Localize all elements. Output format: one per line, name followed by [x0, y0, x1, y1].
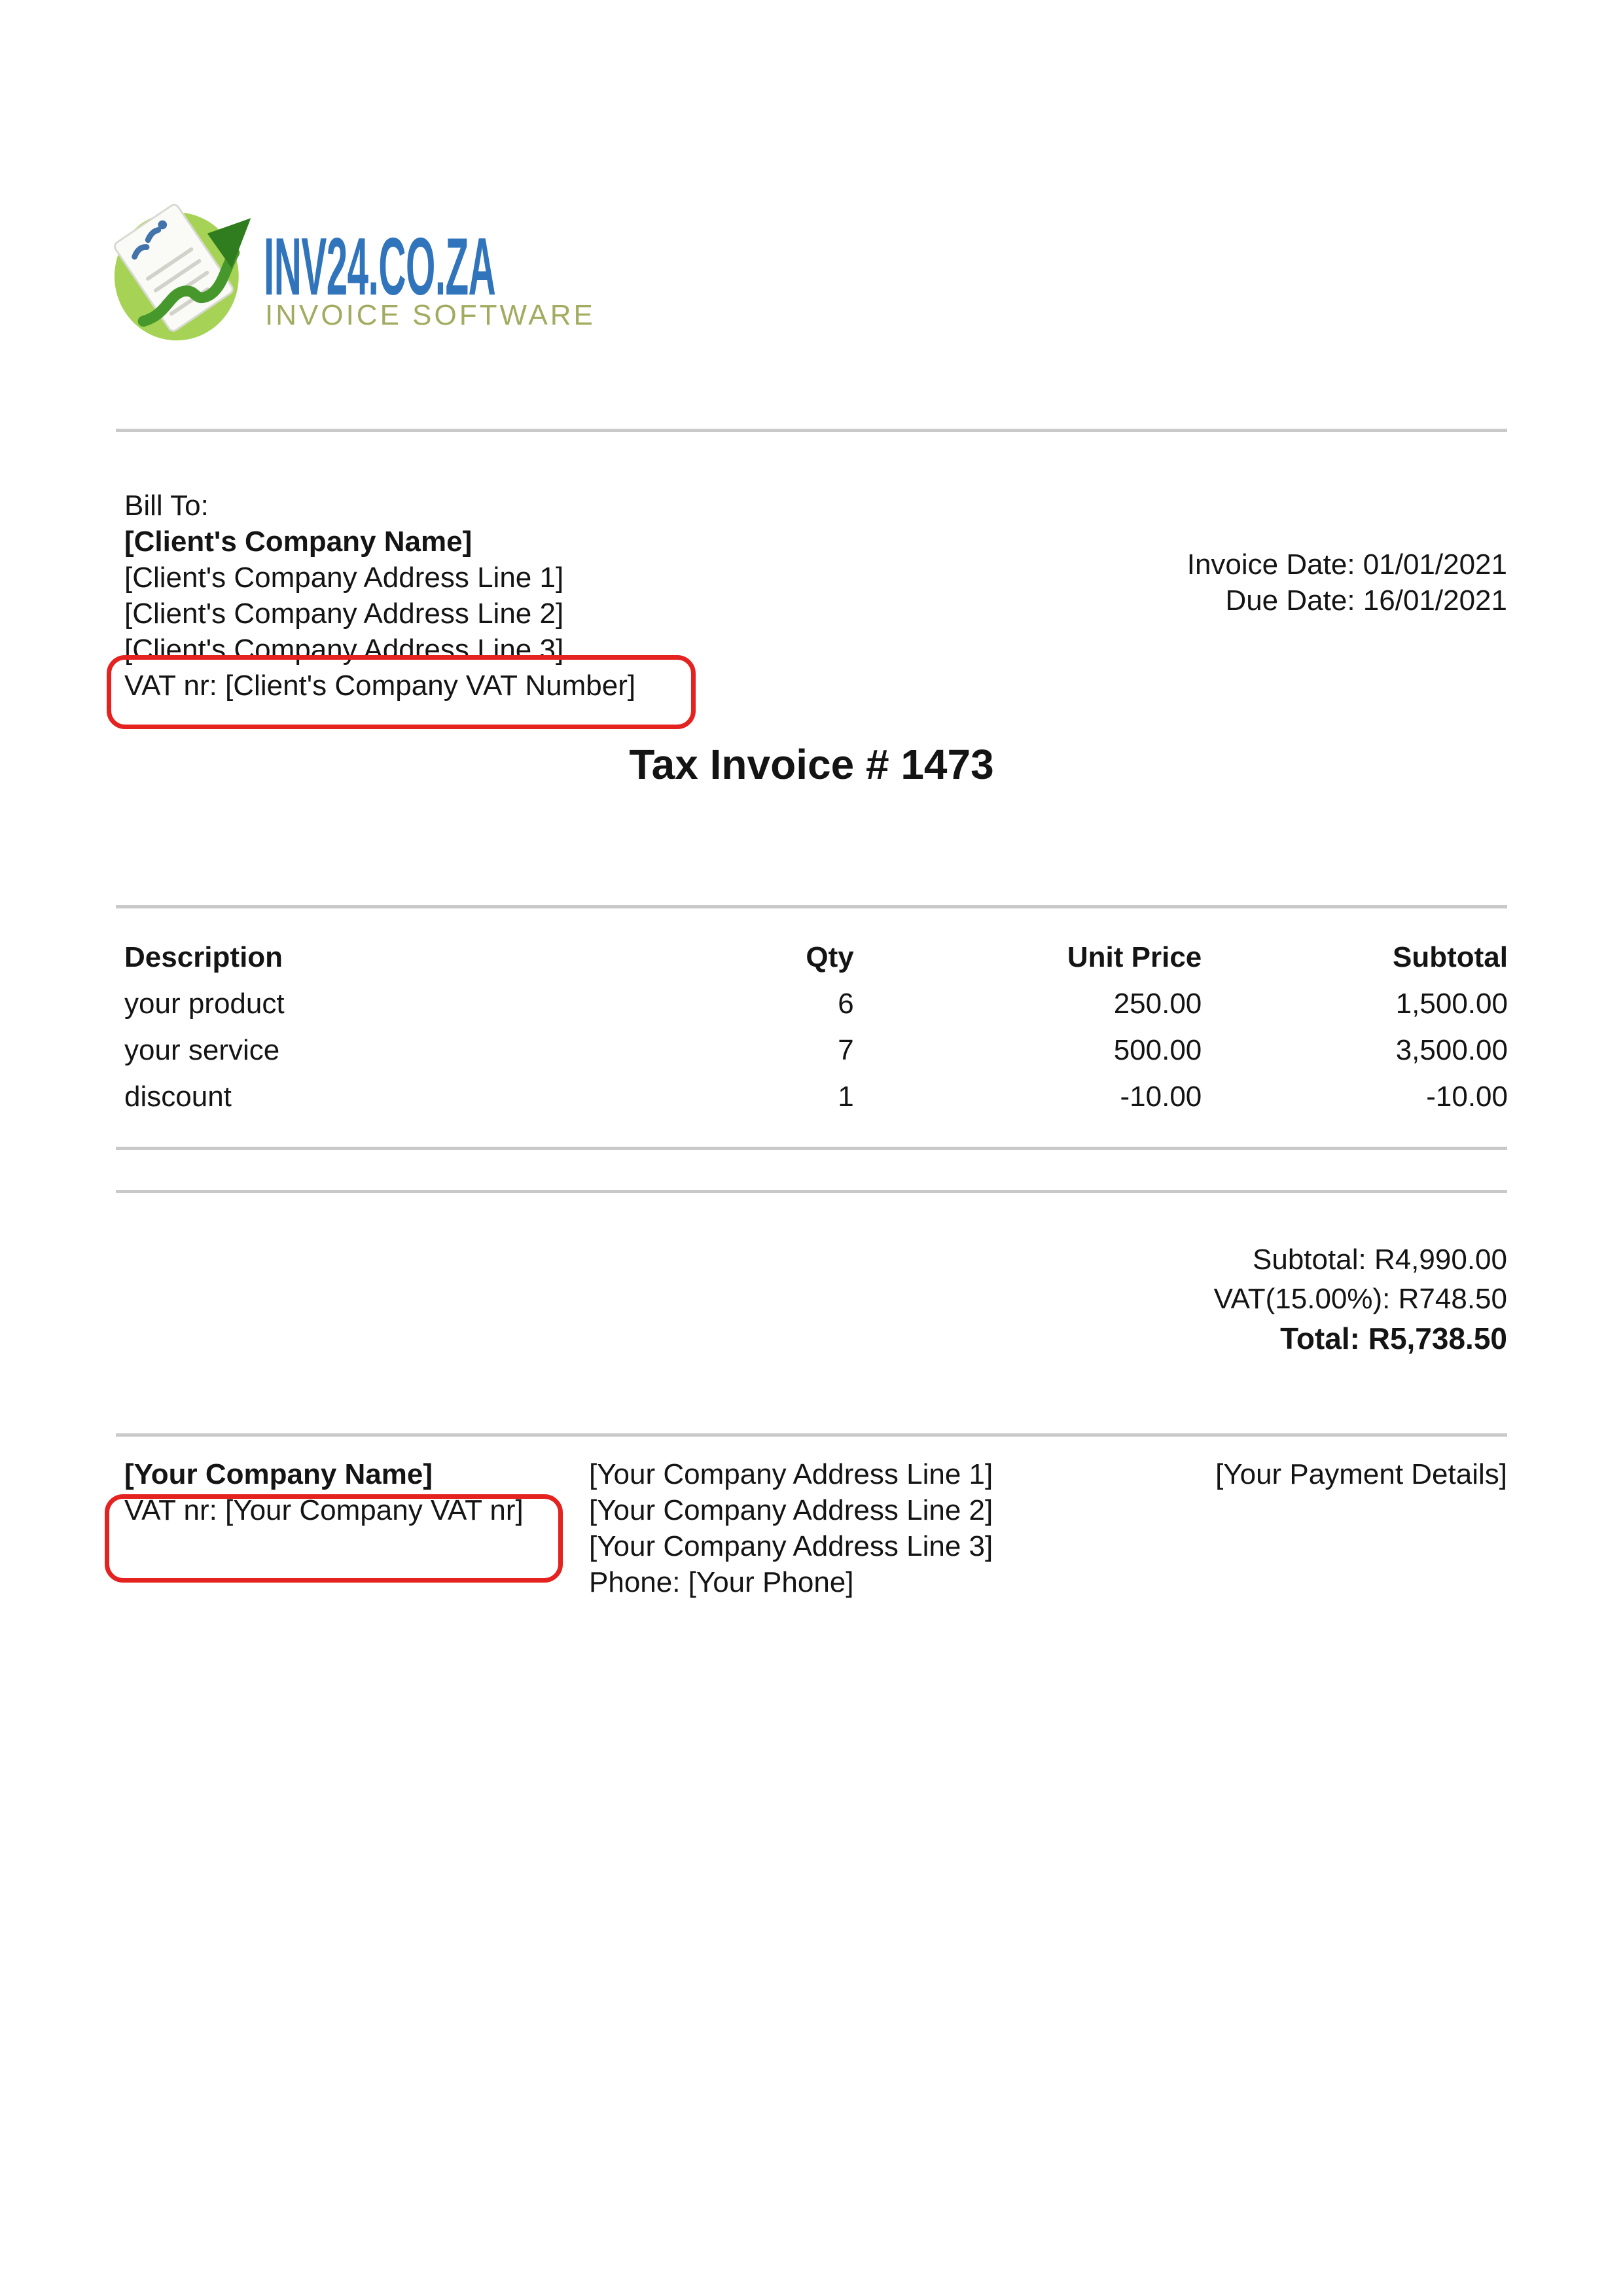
divider-table-bottom-2	[116, 1190, 1507, 1193]
subtotal-line	[1214, 1240, 1507, 1280]
items-table	[116, 939, 1508, 1115]
total-value: R5,738.50	[1368, 1321, 1507, 1355]
footer-address-section	[589, 1456, 993, 1600]
subtotal-value: R4,990.00	[1374, 1244, 1507, 1276]
total-label: Total:	[1280, 1321, 1360, 1355]
row-3-description: discount	[124, 1081, 232, 1113]
payment-details: [Your Payment Details]	[1215, 1458, 1507, 1490]
your-company-name: [Your Company Name]	[124, 1458, 433, 1490]
client-vat-line: VAT nr: [Client's Company VAT Number]	[124, 670, 636, 702]
footer-payment-section	[1215, 1456, 1507, 1492]
client-address-line-3: [Client's Company Address Line 3]	[124, 634, 564, 666]
row-3-qty: 1	[838, 1081, 854, 1113]
bill-to-label: Bill To:	[124, 490, 209, 522]
divider-table-bottom-1	[116, 1147, 1507, 1150]
due-date-label: Due Date:	[1225, 584, 1355, 617]
row-2-subtotal: 3,500.00	[1395, 1034, 1508, 1066]
invoice-date-line	[1187, 547, 1507, 583]
brand-name: INV24.CO.ZA	[264, 222, 496, 312]
total-line	[1214, 1319, 1507, 1358]
bill-to-section	[124, 488, 635, 704]
row-1-subtotal: 1,500.00	[1395, 988, 1508, 1020]
row-2-unit-price: 500.00	[1113, 1034, 1202, 1066]
row-2-description: your service	[124, 1034, 280, 1066]
due-date-value: 16/01/2021	[1363, 584, 1507, 617]
due-date-line	[1187, 583, 1507, 619]
row-3-unit-price: -10.00	[1120, 1081, 1202, 1113]
divider-footer	[116, 1433, 1507, 1437]
col-header-description: Description	[124, 941, 283, 973]
col-header-unit-price: Unit Price	[1067, 941, 1202, 973]
vat-value: R748.50	[1398, 1283, 1507, 1315]
row-1-unit-price: 250.00	[1113, 988, 1202, 1020]
row-2-qty: 7	[838, 1034, 854, 1066]
logo-icon	[113, 196, 260, 347]
vat-label: VAT(15.00%):	[1213, 1283, 1391, 1315]
col-header-subtotal: Subtotal	[1393, 941, 1508, 973]
vat-line	[1214, 1280, 1507, 1319]
your-address-line-2: [Your Company Address Line 2]	[589, 1494, 993, 1526]
brand-tagline: INVOICE SOFTWARE	[265, 299, 596, 331]
invoice-date-value: 01/01/2021	[1363, 548, 1507, 581]
page-title: Tax Invoice # 1473	[629, 741, 994, 788]
col-header-qty: Qty	[806, 941, 854, 973]
divider-table-top	[116, 905, 1507, 908]
subtotal-label: Subtotal:	[1253, 1244, 1366, 1276]
row-1-description: your product	[124, 988, 285, 1020]
your-address-line-1: [Your Company Address Line 1]	[589, 1458, 993, 1490]
your-vat-line: VAT nr: [Your Company VAT nr]	[124, 1494, 524, 1526]
dates-section	[1187, 547, 1507, 619]
invoice-date-label: Invoice Date:	[1186, 548, 1355, 581]
totals-section	[1214, 1240, 1507, 1358]
client-company-name: [Client's Company Name]	[124, 526, 473, 558]
your-phone-line: Phone: [Your Phone]	[589, 1566, 854, 1598]
row-1-qty: 6	[838, 988, 854, 1020]
client-address-line-2: [Client's Company Address Line 2]	[124, 598, 564, 630]
row-3-subtotal: -10.00	[1426, 1081, 1508, 1113]
client-address-line-1: [Client's Company Address Line 1]	[124, 562, 564, 594]
footer-company-section	[124, 1456, 524, 1528]
your-address-line-3: [Your Company Address Line 3]	[589, 1530, 993, 1562]
divider-top	[116, 429, 1507, 432]
